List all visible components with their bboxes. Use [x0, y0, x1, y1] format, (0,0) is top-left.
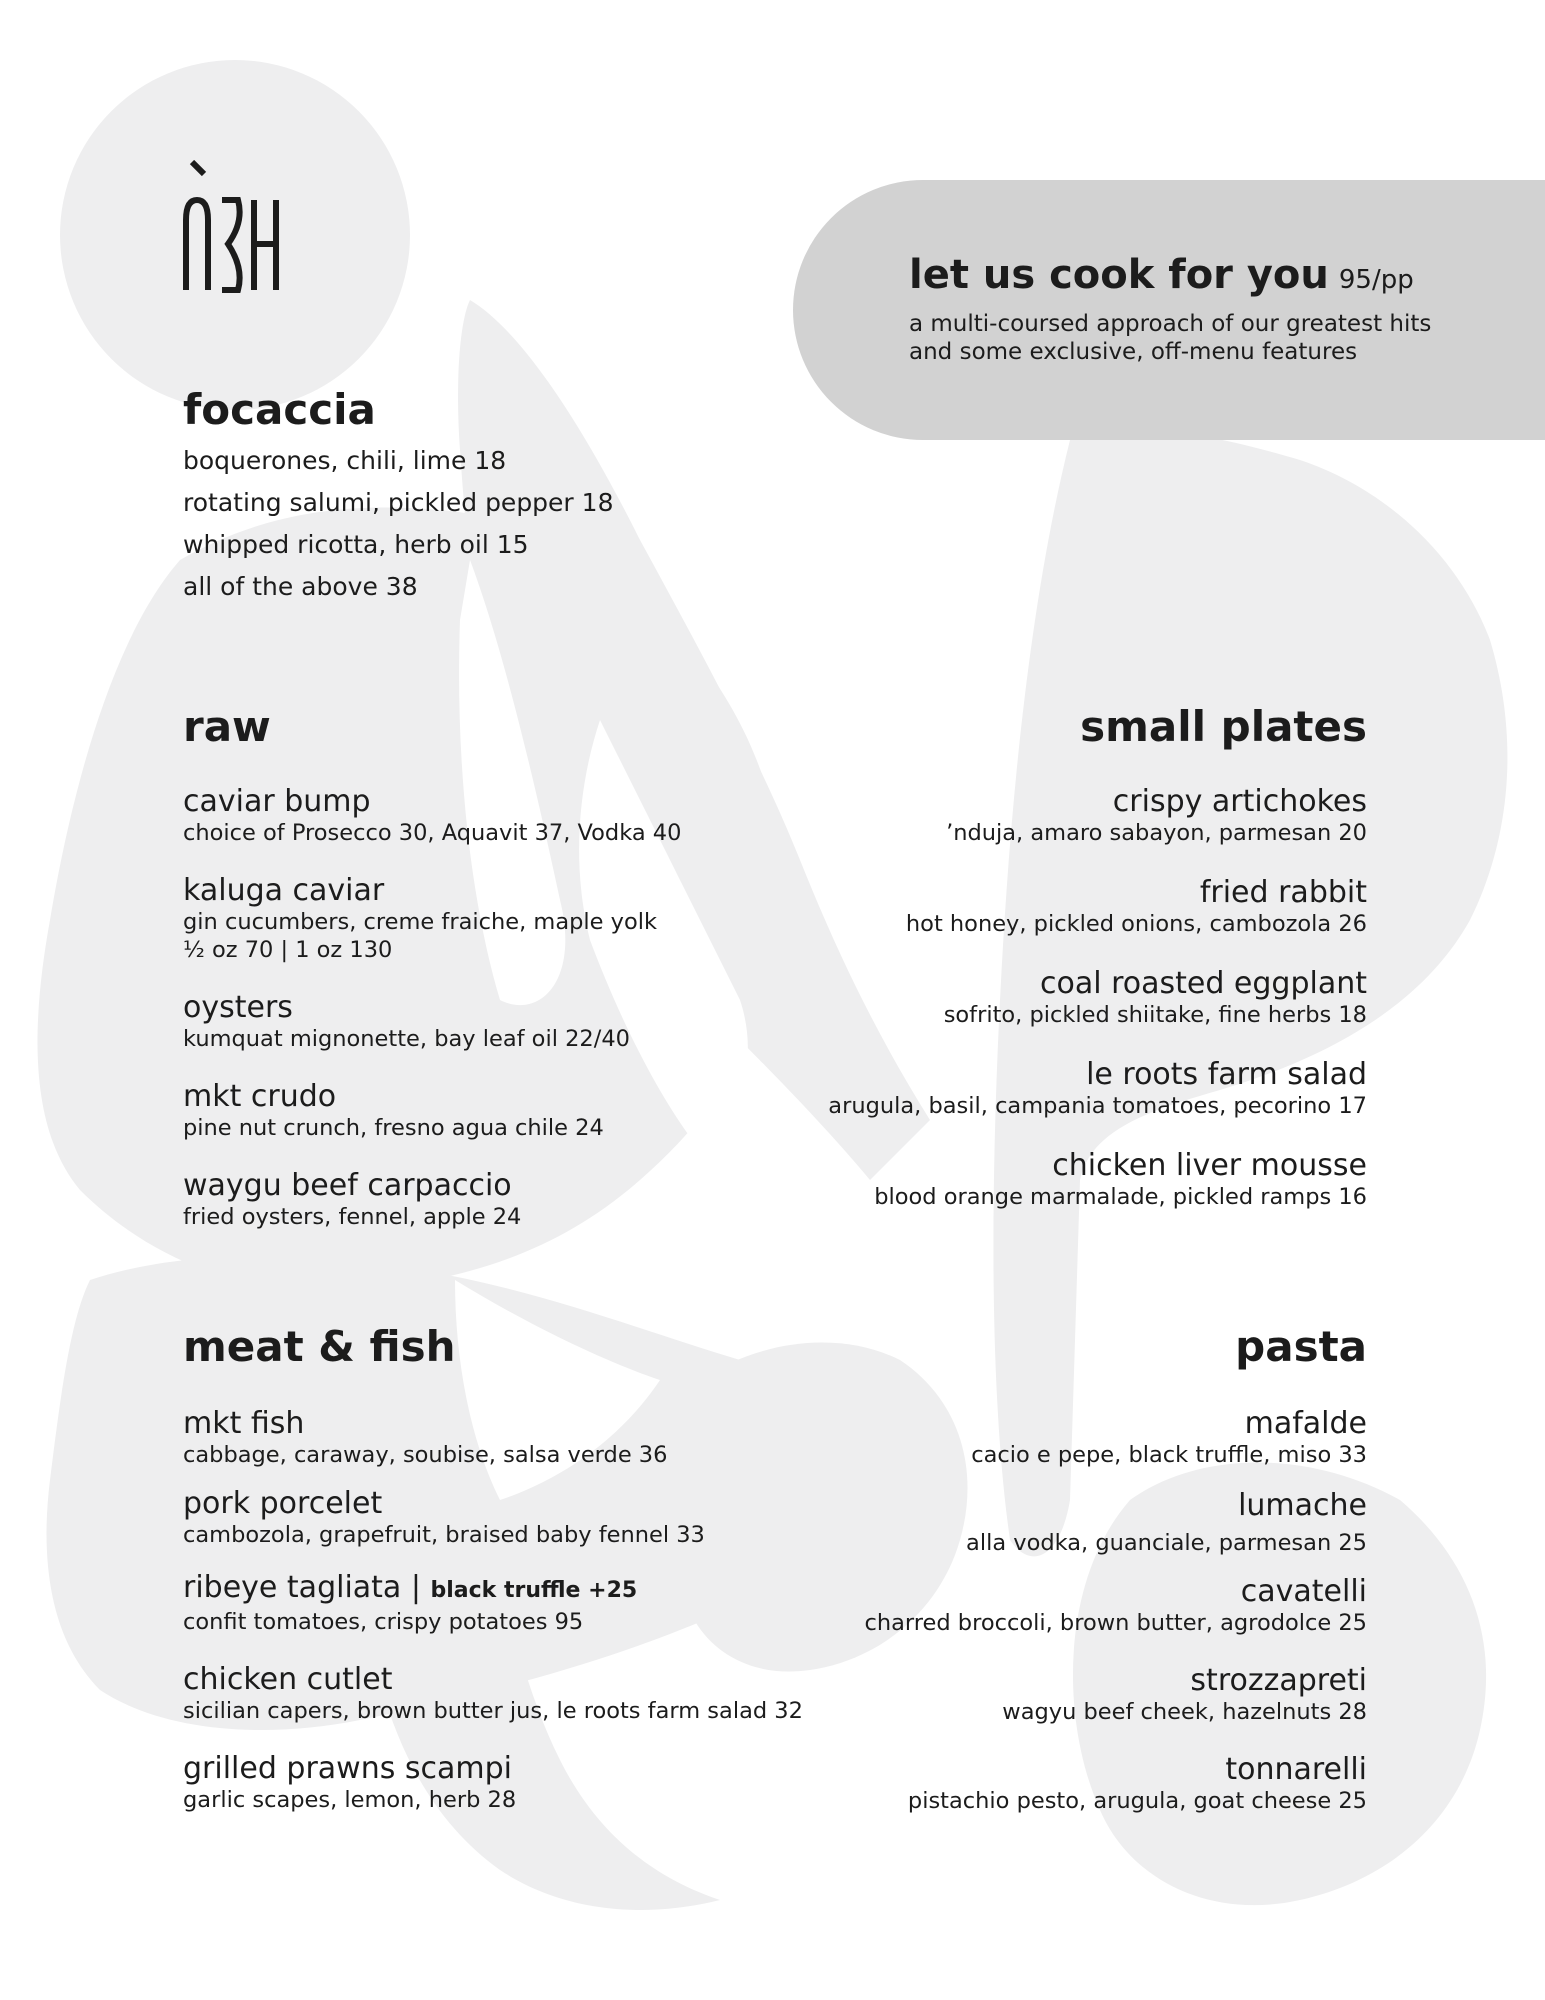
item-name: chicken cutlet — [183, 1662, 393, 1697]
raw-section — [183, 702, 833, 1258]
ash-logo — [182, 160, 282, 300]
item-name: strozzapreti — [1190, 1663, 1367, 1698]
item-name: le roots farm salad — [1086, 1057, 1367, 1092]
item-name: mkt crudo — [183, 1079, 337, 1114]
menu-item — [183, 874, 833, 964]
menu-item — [747, 1753, 1367, 1815]
focaccia-item: boquerones, chili, lime 18 — [183, 446, 507, 475]
section-heading-small-plates: small plates — [1080, 702, 1367, 751]
menu-item — [747, 1664, 1367, 1726]
item-name: tonnarelli — [1225, 1752, 1367, 1787]
item-description: sicilian capers, brown butter jus, le roots farm salad 32 — [183, 1698, 803, 1724]
item-name: crispy artichokes — [1112, 784, 1367, 819]
item-name: chicken liver mousse — [1052, 1148, 1367, 1183]
item-name: mafalde — [1244, 1406, 1367, 1441]
item-description: charred broccoli, brown butter, agrodolce 25 — [864, 1610, 1367, 1636]
menu-item — [183, 1080, 833, 1142]
focaccia-item: whipped ricotta, herb oil 15 — [183, 530, 529, 559]
menu-item — [183, 1752, 833, 1814]
item-description: arugula, basil, campania tomatoes, pecorino 17 — [828, 1093, 1367, 1119]
item-name: waygu beef carpaccio — [183, 1168, 512, 1203]
menu-item — [183, 1169, 833, 1231]
item-description-secondary: ½ oz 70 | 1 oz 130 — [183, 937, 393, 963]
menu-item — [747, 785, 1367, 847]
item-name: cavatelli — [1240, 1574, 1367, 1609]
section-heading-raw: raw — [183, 702, 271, 751]
item-description: sofrito, pickled shiitake, fine herbs 18 — [943, 1002, 1367, 1028]
item-name: kaluga caviar — [183, 873, 385, 908]
item-name: ribeye tagliata | — [183, 1570, 421, 1605]
focaccia-item: rotating salumi, pickled pepper 18 — [183, 488, 614, 517]
meat-fish-section — [183, 1322, 833, 1841]
menu-item — [183, 785, 833, 847]
menu-item — [747, 876, 1367, 938]
item-name: pork porcelet — [183, 1486, 383, 1521]
item-name: grilled prawns scampi — [183, 1751, 513, 1786]
item-description: hot honey, pickled onions, cambozola 26 — [905, 911, 1367, 937]
tasting-menu-title — [909, 252, 1414, 298]
section-heading-meat-fish: meat & fish — [183, 1322, 456, 1371]
item-description: fried oysters, fennel, apple 24 — [183, 1204, 522, 1230]
menu-item — [747, 1149, 1367, 1211]
section-heading-pasta: pasta — [1235, 1322, 1367, 1371]
menu-item — [747, 1575, 1367, 1637]
menu-item — [747, 1489, 1367, 1557]
menu-item — [183, 1407, 833, 1469]
menu-item — [747, 1407, 1367, 1469]
item-name: fried rabbit — [1199, 875, 1367, 910]
item-description: cacio e pepe, black truffle, miso 33 — [971, 1442, 1367, 1468]
small-plates-section — [747, 702, 1367, 1238]
item-name: lumache — [1238, 1488, 1367, 1523]
item-description: wagyu beef cheek, hazelnuts 28 — [1002, 1699, 1367, 1725]
item-description: kumquat mignonette, bay leaf oil 22/40 — [183, 1026, 630, 1052]
item-name: coal roasted eggplant — [1039, 966, 1367, 1001]
item-description: garlic scapes, lemon, herb 28 — [183, 1787, 517, 1813]
menu-item — [183, 991, 833, 1053]
item-description: ’nduja, amaro sabayon, parmesan 20 — [946, 820, 1367, 846]
item-name: mkt fish — [183, 1406, 305, 1441]
menu-item — [183, 1487, 833, 1549]
item-description: pine nut crunch, fresno agua chile 24 — [183, 1115, 604, 1141]
section-heading-focaccia: focaccia — [183, 385, 376, 434]
item-name: oysters — [183, 990, 293, 1025]
focaccia-section — [183, 385, 833, 608]
item-upgrade: black truffle +25 — [430, 1578, 638, 1603]
menu-item — [183, 1663, 833, 1725]
item-description: gin cucumbers, creme fraiche, maple yolk — [183, 909, 657, 935]
item-description: confit tomatoes, crispy potatoes 95 — [183, 1609, 584, 1635]
item-description: choice of Prosecco 30, Aquavit 37, Vodka 40 — [183, 820, 682, 846]
menu-item — [747, 967, 1367, 1029]
item-description: alla vodka, guanciale, parmesan 25 — [966, 1530, 1367, 1556]
item-description: pistachio pesto, arugula, goat cheese 25 — [907, 1788, 1367, 1814]
item-name: caviar bump — [183, 784, 371, 819]
tasting-description: a multi-coursed approach of our greatest hits and some exclusive, off-menu features — [909, 311, 1432, 365]
menu-item — [747, 1058, 1367, 1120]
item-name-with-upgrade — [183, 1571, 833, 1608]
item-description: blood orange marmalade, pickled ramps 16 — [874, 1184, 1367, 1210]
pasta-section — [747, 1322, 1367, 1842]
menu-item — [183, 1571, 833, 1636]
tasting-price: 95/pp — [1338, 265, 1414, 295]
focaccia-item: all of the above 38 — [183, 572, 418, 601]
item-description: cabbage, caraway, soubise, salsa verde 36 — [183, 1442, 668, 1468]
item-description: cambozola, grapefruit, braised baby fennel 33 — [183, 1522, 705, 1548]
tasting-title-text: let us cook for you — [909, 252, 1329, 298]
